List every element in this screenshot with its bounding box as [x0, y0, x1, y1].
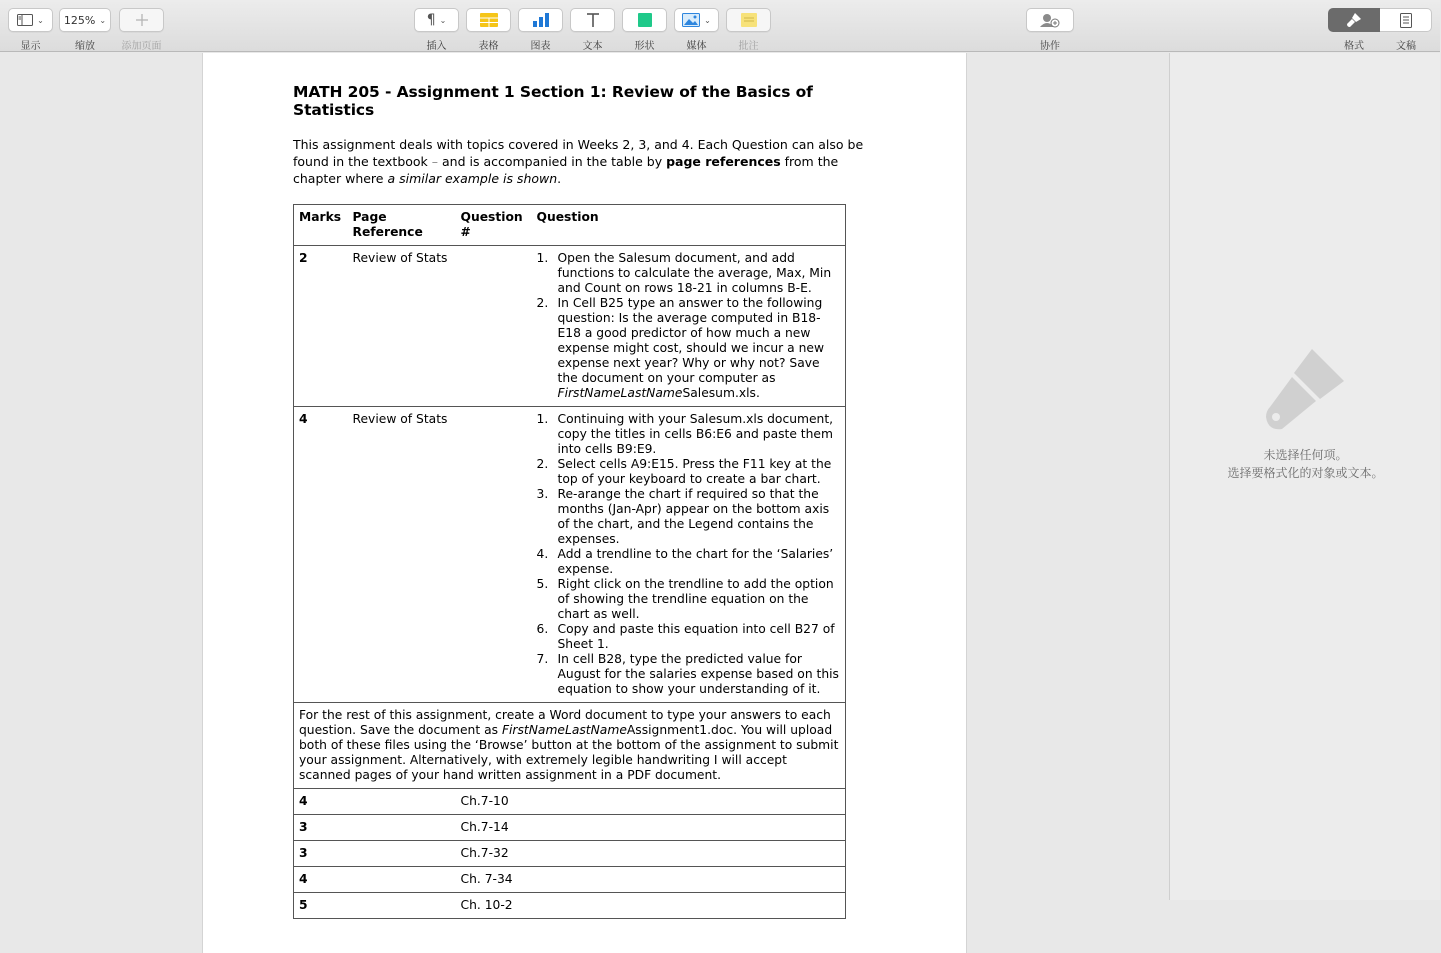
chart-label: 图表	[530, 41, 551, 52]
instructions-italic: FirstNameLastName	[501, 723, 627, 737]
collaborate-control[interactable]	[1026, 8, 1074, 52]
sidebar-layout-icon	[17, 14, 33, 26]
chevron-down-icon: ⌄	[439, 15, 447, 25]
shape-label: 形状	[634, 41, 655, 52]
paintbrush-icon	[1262, 345, 1348, 431]
collaborate-button[interactable]	[1026, 8, 1074, 32]
question-number-cell[interactable]: Ch.7-32	[456, 841, 846, 867]
media-label: 媒体	[686, 41, 707, 52]
list-text: In cell B28, type the predicted value for August for the salaries expense based on this equation to show your understanding of it.	[557, 652, 839, 696]
list-item	[537, 652, 841, 697]
list-number: 2.	[536, 457, 549, 471]
page-ref-cell[interactable]	[348, 815, 456, 841]
view-control[interactable]	[8, 8, 53, 52]
list-text: Open the Salesum document, and add functions to calculate the average, Max, Min and Count on rows 18-21 in columns B-E.	[557, 251, 832, 295]
chart-button[interactable]	[518, 8, 563, 32]
comment-control[interactable]	[726, 8, 771, 52]
zoom-select[interactable]	[59, 8, 111, 32]
instructions-text: For the rest of this assignment, create a Word document to type your answers to each question. Save the document as	[299, 708, 831, 737]
comment-button[interactable]	[726, 8, 771, 32]
instructions-text-end: Assignment1.doc. You will upload both of these files using the ‘Browse’ button at the bottom of the assignment to submit your assignment. Alternatively, with extremely legible handwriting I will accept scanned pages of your hand written assignment in a PDF document.	[299, 723, 839, 782]
list-item	[537, 296, 841, 401]
no-selection-message: 未选择任何项。	[1263, 448, 1348, 462]
insert-label: 插入	[426, 41, 447, 52]
question-number-cell[interactable]: Ch. 7-34	[456, 867, 846, 893]
text-box-icon	[585, 12, 601, 28]
list-item	[537, 457, 841, 487]
chart-control[interactable]	[518, 8, 563, 52]
table-control[interactable]	[466, 8, 511, 52]
list-text: Continuing with your Salesum.xls document, copy the titles in cells B6:E6 and paste them into cells B9:E9.	[557, 412, 834, 456]
question-number-cell[interactable]	[456, 246, 532, 407]
add-page-label: 添加页面	[121, 41, 162, 52]
page-ref-cell[interactable]: Review of Stats	[348, 246, 456, 407]
comment-icon	[741, 13, 757, 27]
list-number: 1.	[536, 251, 549, 265]
text-button[interactable]	[570, 8, 615, 32]
table-row	[294, 407, 846, 703]
marks-cell[interactable]: 5	[294, 893, 348, 919]
page-ref-cell[interactable]	[348, 789, 456, 815]
page-ref-cell[interactable]	[348, 867, 456, 893]
intro-bold: page references	[666, 154, 781, 169]
intro-text-1: This assignment deals with topics covered in Weeks 2, 3, and 4. Each Question can also be found in the textbook	[293, 137, 864, 169]
media-button[interactable]	[674, 8, 719, 32]
list-text: Select cells A9:E15. Press the F11 key at the top of your keyboard to create a bar chart.	[557, 457, 832, 486]
list-item	[537, 622, 841, 652]
intro-italic: a similar example is shown	[387, 171, 558, 186]
text-control[interactable]	[570, 8, 615, 52]
intro-end: .	[557, 171, 562, 186]
list-text-italic: FirstNameLastName	[557, 386, 683, 400]
zoom-label: 缩放	[75, 41, 95, 52]
list-number: 3.	[536, 487, 549, 501]
add-page-button[interactable]	[119, 8, 164, 32]
list-text-end: Salesum.xls.	[682, 386, 760, 400]
table-header-row	[294, 205, 846, 246]
header-marks[interactable]: Marks	[294, 205, 348, 246]
chevron-down-icon: ⌄	[704, 15, 711, 25]
table-label: 表格	[478, 41, 499, 52]
chevron-down-icon: ⌄	[99, 15, 107, 25]
question-list	[537, 251, 841, 401]
document-label: 文稿	[1396, 41, 1416, 52]
comment-label: 批注	[738, 41, 759, 52]
image-icon	[682, 13, 700, 27]
collaborate-label: 协作	[1040, 41, 1060, 52]
list-number: 2.	[536, 296, 549, 310]
page-ref-cell[interactable]	[348, 841, 456, 867]
question-number-cell[interactable]: Ch.7-10	[456, 789, 846, 815]
document-page[interactable]	[202, 53, 967, 953]
list-text: In Cell B25 type an answer to the following question: Is the average computed in B18-E18 a good predictor of how much a new expense might cost, should we incur a new expense next year? Why or why not? Save the document on your computer as	[557, 296, 824, 385]
list-text: Re-arange the chart if required so that the months (Jan-Apr) appear on the bottom axis of the chart, and the Legend contains the expenses.	[557, 487, 830, 546]
list-number: 1.	[536, 412, 549, 426]
document-tab[interactable]	[1380, 8, 1432, 32]
view-button[interactable]	[8, 8, 53, 32]
table-row	[294, 246, 846, 407]
list-item	[537, 412, 841, 457]
question-number-cell[interactable]: Ch.7-14	[456, 815, 846, 841]
table-row	[294, 815, 846, 841]
question-number-cell[interactable]: Ch. 10-2	[456, 893, 846, 919]
list-item	[537, 577, 841, 622]
marks-cell[interactable]: 4	[294, 789, 348, 815]
format-inspector	[1169, 53, 1440, 900]
zoom-value: 125%	[63, 13, 96, 27]
media-control[interactable]	[674, 8, 719, 52]
table-row	[294, 789, 846, 815]
page-content[interactable]	[293, 83, 883, 919]
marks-cell[interactable]: 4	[294, 407, 348, 703]
insert-button[interactable]	[414, 8, 459, 32]
document-title[interactable]: MATH 205 - Assignment 1 Section 1: Review of the Basics of Statistics	[293, 83, 813, 119]
header-question[interactable]: Question	[532, 205, 846, 246]
document-icon	[1400, 13, 1412, 28]
list-number: 7.	[536, 652, 549, 666]
instructions-cell[interactable]	[294, 703, 846, 789]
list-item	[537, 487, 841, 547]
list-text: Add a trendline to the chart for the ‘Salaries’ expense.	[557, 547, 834, 576]
intro-text-3: from the chapter where	[293, 154, 839, 186]
add-page-control[interactable]	[119, 8, 164, 52]
header-question-number[interactable]: Question #	[456, 205, 532, 246]
list-number: 5.	[536, 577, 549, 591]
select-object-hint: 选择要格式化的对象或文本。	[1227, 466, 1384, 480]
format-tab[interactable]	[1328, 8, 1380, 32]
view-label: 显示	[20, 41, 41, 52]
question-list	[537, 412, 841, 697]
header-page-reference[interactable]: Page Reference	[348, 205, 456, 246]
list-text: Right click on the trendline to add the option of showing the trendline equation on the chart as well.	[557, 577, 834, 621]
assignment-table[interactable]	[293, 204, 846, 919]
format-label: 格式	[1344, 41, 1364, 52]
intro-text-2: and is accompanied in the table by	[438, 154, 667, 169]
question-cell[interactable]	[532, 246, 846, 407]
insert-control[interactable]	[414, 8, 459, 52]
inspector-segmented-control	[1328, 8, 1432, 32]
text-label: 文本	[582, 41, 603, 52]
shape-icon	[638, 13, 652, 27]
shape-button[interactable]	[622, 8, 667, 32]
question-cell[interactable]	[532, 407, 846, 703]
marks-cell[interactable]: 4	[294, 867, 348, 893]
collaborate-icon	[1040, 13, 1060, 27]
list-text: Copy and paste this equation into cell B27 of Sheet 1.	[557, 622, 835, 651]
marks-cell[interactable]: 3	[294, 815, 348, 841]
list-number: 4.	[536, 547, 549, 561]
intro-dash: –	[431, 154, 439, 169]
chevron-down-icon: ⌄	[37, 15, 44, 25]
table-row	[294, 893, 846, 919]
page-ref-cell[interactable]: Review of Stats	[348, 407, 456, 703]
plus-icon	[136, 14, 148, 26]
intro-paragraph[interactable]	[293, 136, 883, 187]
toolbar	[0, 0, 1440, 52]
marks-cell[interactable]: 3	[294, 841, 348, 867]
shape-control[interactable]	[622, 8, 667, 52]
table-button[interactable]	[466, 8, 511, 32]
list-item	[537, 251, 841, 296]
page-ref-cell[interactable]	[348, 893, 456, 919]
list-number: 6.	[536, 622, 549, 636]
zoom-control[interactable]	[59, 8, 111, 52]
list-item	[537, 547, 841, 577]
document-canvas[interactable]	[0, 53, 1169, 912]
question-number-cell[interactable]	[456, 407, 532, 703]
chart-icon	[532, 13, 550, 27]
inspector-tab-labels	[1328, 37, 1432, 52]
table-row	[294, 703, 846, 789]
marks-cell[interactable]: 2	[294, 246, 348, 407]
table-icon	[480, 13, 498, 27]
paragraph-icon: ¶	[426, 12, 436, 28]
table-row	[294, 841, 846, 867]
paintbrush-icon	[1346, 12, 1362, 28]
table-row	[294, 867, 846, 893]
